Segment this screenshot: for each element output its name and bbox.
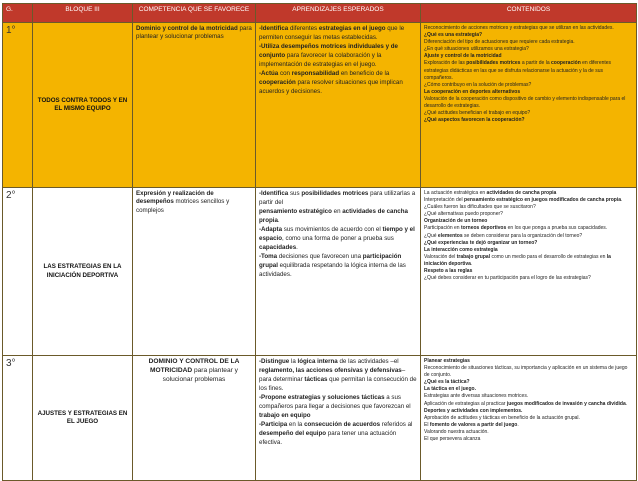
plain-text: ¿En qué situaciones utilizamos una estrategia? xyxy=(424,46,529,53)
text-line xyxy=(259,253,417,280)
bold-text: -Identifica xyxy=(259,190,289,197)
plain-text: Valoración de la cooperación como dispositivo de cambio y elemento indispensable para el desarrollo de estrategias. xyxy=(424,95,626,110)
plain-text: Reconocimiento de situaciones tácticas, su importancia y aplicación en un sistema de juego de conjunto. xyxy=(424,365,628,379)
text-line xyxy=(424,218,633,225)
contenidos-cell xyxy=(421,188,637,356)
plain-text: . xyxy=(625,400,628,407)
bold-text: lógica interna xyxy=(297,358,338,365)
text-line xyxy=(424,365,633,379)
text-line xyxy=(424,110,633,117)
plain-text: sus movimientos de acuerdo con el xyxy=(282,225,383,233)
plain-text: en beneficio de la xyxy=(339,69,390,77)
bold-text: fomento de valores a partir del juego xyxy=(429,421,518,428)
plain-text: en xyxy=(331,207,343,215)
bold-text: consecución de acuerdos xyxy=(304,420,381,428)
bold-text: tiempo y el espacio xyxy=(259,225,415,242)
grade-cell: 1° xyxy=(3,23,33,188)
plain-text: para resolver situaciones que implican acuerdos y decisiones. xyxy=(259,78,403,95)
aprendizajes-cell xyxy=(256,188,421,356)
bold-text: actividades de cancha propia xyxy=(259,207,408,224)
plain-text: Diferenciación del tipo de actuaciones que requiere cada estrategia. xyxy=(424,39,575,46)
text-line xyxy=(424,422,633,429)
plain-text: . xyxy=(621,197,623,204)
text-line xyxy=(259,43,417,70)
plain-text: de las actividades –el xyxy=(337,358,399,365)
contenidos-cell xyxy=(421,356,637,481)
competencia-cell xyxy=(133,23,256,188)
plain-text: ¿Cómo contribuyo en la solución de problemas? xyxy=(424,81,532,88)
bold-text: Dominio y control de la motricidad xyxy=(136,25,238,32)
plain-text: Reconocimiento de acciones motrices y estrategias que se utilizan en las actividades. xyxy=(424,25,614,31)
plain-text: Estrategias ante diversas situaciones motrices. xyxy=(424,393,529,400)
plain-text: Aprobación de actitudes y tácticas en beneficio de la actuación grupal. xyxy=(424,414,580,421)
plain-text: para favorecer la colaboración y la implementación de estrategias en el juego. xyxy=(259,51,382,68)
curriculum-table xyxy=(2,3,637,481)
plain-text: Valoración del xyxy=(424,253,457,260)
plain-text: diferentes xyxy=(288,25,319,32)
plain-text: Interpretación del xyxy=(424,197,465,204)
text-line xyxy=(424,204,633,211)
plain-text: Exploración de las xyxy=(424,60,467,67)
bold-text: ¿Qué es la táctica? xyxy=(424,379,470,386)
plain-text: para plantear y solucionar problemas xyxy=(136,25,252,41)
bold-text: ¿Qué aspectos favorecen la cooperación? xyxy=(424,117,525,124)
text-line xyxy=(259,208,417,226)
bold-text: posibilidades motrices xyxy=(301,190,369,197)
bloque-cell: TODOS CONTRA TODOS Y EN EL MISMO EQUIPO xyxy=(33,23,133,188)
text-line xyxy=(424,401,633,408)
aprendizajes-cell xyxy=(256,356,421,481)
text-line xyxy=(259,25,417,43)
text-line xyxy=(424,190,633,197)
bold-text: -Distingue xyxy=(259,358,290,365)
text-line xyxy=(424,211,633,218)
bold-text: estrategias en el juego xyxy=(318,25,386,32)
bold-text: participación grupal xyxy=(259,252,402,269)
plain-text: como un medio para el desarrollo de estrategias en xyxy=(490,253,607,260)
plain-text: Aplicación de estrategias al practicar xyxy=(424,400,507,407)
text-line xyxy=(424,386,633,393)
bold-text: La interacción como estrategia xyxy=(424,246,498,253)
plain-text: , como una forma de poner a prueba sus xyxy=(282,234,394,242)
bold-text: Organización de un torneo xyxy=(424,218,488,225)
bold-text: actividades de cancha propia xyxy=(486,190,557,196)
bold-text: Respeto a las reglas xyxy=(424,268,473,275)
text-line xyxy=(136,358,252,385)
text-line xyxy=(259,421,417,430)
bold-text: torneos deportivos xyxy=(460,225,507,232)
bold-text: elementos xyxy=(437,232,463,239)
text-line xyxy=(259,394,417,421)
text-line xyxy=(424,197,633,204)
bold-text: trabajo en equipo xyxy=(259,411,311,419)
plain-text: la xyxy=(289,358,298,365)
bold-text: DOMINIO Y CONTROL DE LA MOTRICIDAD xyxy=(148,358,240,374)
text-line xyxy=(424,32,633,39)
plain-text: Participación en xyxy=(424,225,461,232)
text-line xyxy=(424,247,633,254)
bold-text: Ajuste y control de la motricidad xyxy=(424,53,502,60)
header-contenidos: CONTENIDOS xyxy=(421,4,637,23)
text-line xyxy=(259,358,417,367)
plain-text: La actuación estratégica en xyxy=(424,190,487,196)
competencia-cell xyxy=(133,188,256,356)
bold-text: Deportes y actividades con implementos. xyxy=(424,407,523,414)
text-line xyxy=(424,358,633,365)
plain-text: . xyxy=(277,216,280,224)
text-line xyxy=(424,82,633,89)
text-line xyxy=(424,393,633,400)
bold-text: -Toma xyxy=(259,252,278,260)
bold-text: Planear estrategias xyxy=(424,358,470,364)
plain-text: ¿Qué xyxy=(424,232,438,239)
header-bloque: BLOQUE III xyxy=(33,4,133,23)
plain-text: en la xyxy=(287,420,305,428)
plain-text: en los que ponga a prueba sus capacidades. xyxy=(506,225,608,232)
table-row-grade-1 xyxy=(3,23,637,188)
bold-text: -Propone estrategias y soluciones tácticas xyxy=(259,393,385,401)
text-line xyxy=(424,254,633,268)
header-row xyxy=(3,4,637,23)
bold-text: reglamento, las acciones ofensivas y defensivas xyxy=(259,366,402,374)
text-line xyxy=(259,70,417,79)
plain-text: con xyxy=(278,69,292,77)
text-line xyxy=(424,46,633,53)
plain-text: para utilizarlas a partir del xyxy=(259,190,416,206)
bold-text: -Participa xyxy=(259,420,288,428)
bold-text: la iniciación deportiva xyxy=(424,253,611,267)
bold-text: posibilidades motrices xyxy=(466,60,521,67)
grade-cell: 2° xyxy=(3,188,33,356)
bold-text: La cooperación en deportes alternativos xyxy=(424,88,521,95)
bold-text: responsabilidad xyxy=(291,69,340,77)
plain-text: motrices sencillos y complejos xyxy=(136,198,230,214)
plain-text: referidos al xyxy=(380,420,413,428)
text-line xyxy=(424,268,633,275)
plain-text: . xyxy=(296,243,298,251)
bold-text: La táctica en el juego. xyxy=(424,386,476,393)
bold-text: cooperación xyxy=(259,78,296,86)
contenidos-cell xyxy=(421,23,637,188)
plain-text: para plantear y solucionar problemas xyxy=(162,366,238,383)
bold-text: tácticas xyxy=(304,375,328,383)
plain-text: equilibrada respetando la lógica interna de las actividades. xyxy=(259,261,406,278)
table-row-grade-3 xyxy=(3,356,637,481)
text-line xyxy=(424,25,633,32)
header-competencia: COMPETENCIA QUE SE FAVORECE xyxy=(133,4,256,23)
header-aprendizajes: APRENDIZAJES ESPERADOS xyxy=(256,4,421,23)
bold-text: desempeño del equipo xyxy=(259,429,327,437)
text-line xyxy=(136,190,252,215)
text-line xyxy=(424,96,633,110)
plain-text: a partir de la xyxy=(520,60,552,67)
plain-text: El xyxy=(424,421,430,428)
text-line xyxy=(424,379,633,386)
text-line xyxy=(424,408,633,415)
text-line xyxy=(424,415,633,422)
plain-text: ¿Qué actitudes benefician el trabajo en equipo? xyxy=(424,110,531,117)
text-line xyxy=(424,429,633,436)
plain-text: ¿Qué alternativas puedo proponer? xyxy=(424,211,503,218)
plain-text: sus xyxy=(288,190,302,197)
bloque-cell: AJUSTES Y ESTRATEGIAS EN EL JUEGO xyxy=(33,356,133,481)
plain-text: que le permiten conseguir las metas establecidas. xyxy=(259,25,405,41)
grade-cell: 3° xyxy=(3,356,33,481)
bold-text: trabajo grupal xyxy=(456,253,491,260)
bold-text: -Actúa xyxy=(259,69,279,77)
text-line xyxy=(424,89,633,96)
table-row-grade-2 xyxy=(3,188,637,356)
text-line xyxy=(424,240,633,247)
plain-text: ¿Qué debes considerar en tu participación para el logro de las estrategias? xyxy=(424,275,591,282)
text-line xyxy=(424,436,633,443)
text-line xyxy=(259,244,417,253)
text-line xyxy=(424,275,633,282)
text-line xyxy=(259,430,417,448)
bold-text: capacidades xyxy=(259,243,297,251)
text-line xyxy=(259,226,417,244)
text-line xyxy=(424,39,633,46)
text-line xyxy=(424,53,633,60)
bold-text: -Utiliza xyxy=(259,42,280,50)
bloque-cell: LAS ESTRATEGIAS EN LA INICIACIÓN DEPORTIVA xyxy=(33,188,133,356)
bold-text: -Adapta xyxy=(259,225,283,233)
text-line xyxy=(259,79,417,97)
bold-text: cooperación xyxy=(551,60,581,67)
text-line xyxy=(259,367,417,394)
plain-text: . xyxy=(470,260,473,267)
text-line xyxy=(424,225,633,232)
bold-text: pensamiento estratégico en juegos modificados de cancha propia xyxy=(464,197,622,204)
plain-text: – para determinar xyxy=(259,366,406,383)
text-line xyxy=(424,60,633,81)
text-line xyxy=(424,117,633,124)
bold-text: juegos modificados de invasión y cancha dividida xyxy=(506,400,626,407)
text-line xyxy=(259,190,417,208)
header-grade: G. xyxy=(3,4,33,23)
plain-text: a sus compañeros para llegar a decisiones que favorezcan el xyxy=(259,393,411,410)
plain-text: decisiones que favorecen una xyxy=(277,252,363,260)
plain-text: en diferentes estrategias didácticas en las que se disfruta relacionarse la actuación y la de sus compañeros. xyxy=(424,60,612,81)
bold-text: -Identifica xyxy=(259,25,289,32)
bold-text: pensamiento estratégico xyxy=(259,207,332,215)
bold-text: Expresión y realización de desempeños xyxy=(136,190,214,206)
bold-text: desempeños motrices individuales y de conjunto xyxy=(259,42,398,59)
aprendizajes-cell xyxy=(256,23,421,188)
competencia-cell xyxy=(133,356,256,481)
plain-text: ¿Cuáles fueron las dificultades que se suscitaron? xyxy=(424,204,536,211)
plain-text: . xyxy=(517,421,519,428)
bold-text: ¿Qué es una estrategia? xyxy=(424,32,483,39)
bold-text: ¿Qué experiencias te dejó organizar un torneo? xyxy=(424,239,538,246)
text-line xyxy=(424,233,633,240)
plain-text: para tener una actuación efectiva. xyxy=(259,429,397,446)
plain-text: que permitan la consecución de los fines. xyxy=(259,375,417,392)
plain-text: se deben considerar para la organización del torneo? xyxy=(462,232,583,239)
plain-text: El que persevera alcanza xyxy=(424,436,481,443)
plain-text: Valorando nuestra actuación. xyxy=(424,428,489,435)
text-line xyxy=(136,25,252,42)
